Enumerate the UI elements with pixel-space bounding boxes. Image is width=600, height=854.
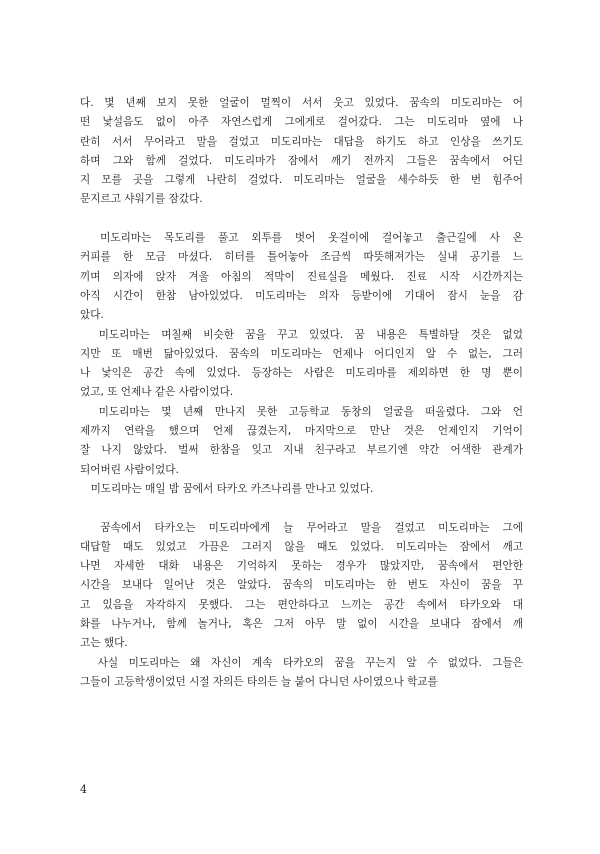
text-line: 지 모를 곳을 그렇게 나란히 걸었다. 미도리마는 얼굴을 세수하듯 한 번 힘주어 xyxy=(80,174,523,187)
text-line: 나면 자세한 대화 내용은 기억하지 못하는 경우가 많았지만, 꿈속에서 편안한 xyxy=(80,560,523,573)
text-line: 되어버린 사람이었다. xyxy=(80,463,179,476)
text-line: 미도리마는 며칠째 비슷한 꿈을 꾸고 있었다. 꿈 내용은 특별하달 것은 없었 xyxy=(80,328,523,341)
paragraph xyxy=(80,229,523,325)
paragraph xyxy=(80,654,523,693)
text-line: 잘 나지 않았다. 벌써 한참을 잊고 지내 친구라고 부르기엔 약간 어색한 관계가 xyxy=(80,444,523,457)
text-line: 지만 또 매번 닮아있었다. 꿈속의 미도리마는 언제나 어디인지 알 수 없는, 그러 xyxy=(80,347,523,360)
text-line: 화를 나누거나, 함께 놀거나, 혹은 그저 아무 말 없이 시간을 보내다 잠에서 깨 xyxy=(80,618,523,631)
text-line: 었고, 또 언제나 같은 사람이었다. xyxy=(80,386,234,399)
text-line: 고는 했다. xyxy=(80,637,128,650)
text-line: 대답할 때도 있었고 가끔은 그러지 않을 때도 있었다. 미도리마는 잠에서 깨고 xyxy=(80,540,523,553)
text-line: 떤 낯설음도 없이 아주 자연스럽게 그에게로 걸어갔다. 그는 미도리마 옆에 나 xyxy=(80,116,523,129)
page-number: 4 xyxy=(80,783,87,796)
paragraph-gap xyxy=(80,499,523,518)
paragraph xyxy=(80,403,523,480)
text-line: 았다. xyxy=(80,309,104,322)
text-line: 다. 몇 년째 보지 못한 얼굴이 멀찍이 서서 웃고 있었다. 꿈속의 미도리마는 어 xyxy=(80,97,523,109)
text-line: 시간을 보내다 일어난 것은 알았다. 꿈속의 미도리마는 한 번도 자신이 꿈을 꾸 xyxy=(80,579,523,592)
text-line: 끼며 의자에 앉자 겨울 아침의 적막이 진료실을 메웠다. 진료 시작 시간까지는 xyxy=(80,270,523,283)
text-line: 제까지 연락을 했으며 언제 끊겼는지, 마지막으로 만난 것은 언제인지 기억이 xyxy=(80,425,523,438)
text-line: 하며 그와 함께 걸었다. 미도리마가 잠에서 깨기 전까지 그들은 꿈속에서 어딘 xyxy=(80,154,523,167)
body-text xyxy=(80,94,523,692)
text-line: 아직 시간이 한참 남아있었다. 미도리마는 의자 등받이에 기대어 잠시 눈을 감 xyxy=(80,289,523,302)
text-line: 고 있음을 자각하지 못했다. 그는 편안하다고 느끼는 공간 속에서 타카오와 대 xyxy=(80,598,523,611)
text-line: 미도리마는 목도리를 풀고 외투를 벗어 옷걸이에 걸어놓고 출근길에 사 온 xyxy=(80,232,523,245)
text-line: 란히 서서 무어라고 말을 걸었고 미도리마는 대답을 하기도 하고 인상을 쓰기도 xyxy=(80,135,523,148)
text-line: 미도리마는 매일 밤 꿈에서 타카오 카즈나리를 만나고 있었다. xyxy=(80,482,374,495)
text-line: 그들이 고등학생이었던 시절 자의든 타의든 늘 붙어 다니던 사이였으나 학교를 xyxy=(80,675,438,688)
paragraph xyxy=(80,326,523,403)
text-line: 나 낯익은 공간 속에 있었다. 등장하는 사람은 미도리마를 제외하면 한 명 뿐이 xyxy=(80,367,523,380)
paragraph xyxy=(80,94,523,210)
text-line: 꿈속에서 타카오는 미도리마에게 늘 무어라고 말을 걸었고 미도리마는 그에 xyxy=(80,521,523,534)
text-line: 문지르고 샤워기를 잠갔다. xyxy=(80,193,203,206)
text-line: 커피를 한 모금 마셨다. 히터를 틀어놓아 조금씩 따뜻해져가는 실내 공기를 느 xyxy=(80,251,523,264)
paragraph xyxy=(80,480,523,499)
text-line: 미도리마는 몇 년째 만나지 못한 고등학교 동창의 얼굴을 떠올렸다. 그와 언 xyxy=(80,405,523,418)
paragraph xyxy=(80,519,523,654)
text-line: 사실 미도리마는 왜 자신이 계속 타카오의 꿈을 꾸는지 알 수 없었다. 그들은 xyxy=(80,656,523,669)
paragraph-gap xyxy=(80,210,523,229)
